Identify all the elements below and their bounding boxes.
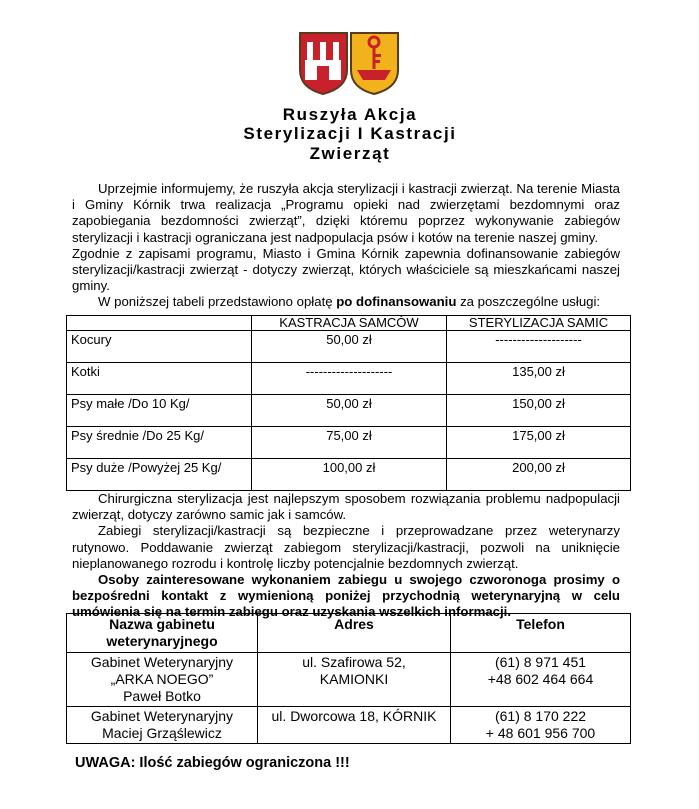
page-title-line2: Sterylizacji I Kastracji	[243, 124, 457, 143]
clinic-name-line: Gabinet Weterynaryjny	[90, 654, 234, 670]
intro-paragraph-3-suffix: za poszczególne usługi:	[456, 294, 601, 310]
clinic-name-line: „ARKA NOEGO”	[110, 671, 214, 687]
intro-section	[72, 181, 620, 311]
price-animal: Psy duże /Powyżej 25 Kg/	[67, 459, 252, 491]
intro-paragraph-2-text: Zgodnie z zapisami programu, Miasto i Gmina Kórnik zapewnia dofinansowanie zabiegów sterylizacji/kastracji zwierząt - dotyczy zwierząt, których właściciele są mieszkańcami naszej gminy.	[72, 245, 620, 294]
body-paragraph-3: Osoby zainteresowane wykonaniem zabiegu u swojego czworonoga prosimy o bezpośredni kontakt z wymienioną poniżej przychodnią weterynaryjną w celu umówienia się na termin zabiegu oraz uzyskania wszelkich informacji.	[72, 572, 620, 620]
clinic-name-line: Gabinet Weterynaryjny	[90, 708, 234, 724]
price-animal: Psy średnie /Do 25 Kg/	[67, 427, 252, 459]
price-animal: Kotki	[67, 363, 252, 395]
clinics-table	[66, 613, 631, 744]
table-row	[67, 363, 631, 395]
price-sterilization: --------------------	[447, 331, 631, 363]
intro-paragraph-1: Uprzejmie informujemy, że ruszyła akcja sterylizacji i kastracji zwierząt. Na terenie Miasta i Gminy Kórnik trwa realizacja „Programu opieki nad zwierzętami bezdomnymi oraz zapobiegania bezdomności zwierząt”, dzięki któremu poprzez wykonywanie zabiegów sterylizacji i kastracji ograniczana jest nadpopulacja psów i kotów na terenie naszej gminy.	[72, 181, 620, 245]
clinics-header-phone: Telefon	[451, 614, 631, 653]
clinic-name-line: Paweł Botko	[123, 688, 201, 704]
castle-shield	[300, 33, 347, 94]
clinic-address-line: ul. Dworcowa 18, KÓRNIK	[271, 708, 437, 724]
body-paragraph-2: Zabiegi sterylizacji/kastracji są bezpieczne i przeprowadzane przez weterynarzy rutynowo. Poddawanie zwierząt zabiegom sterylizacji/kastracji, pozwoli na uniknięcie nieplanowanego rozrodu i kontrolę liczby potencjalnie bezdomnych zwierząt.	[72, 523, 620, 571]
price-animal: Kocury	[67, 331, 252, 363]
price-table-header-animal	[67, 316, 252, 331]
table-row	[67, 427, 631, 459]
clinic-phone	[451, 707, 631, 744]
clinic-name	[67, 653, 258, 707]
coat-of-arms-logo	[297, 30, 401, 96]
clinics-header-address: Adres	[258, 614, 451, 653]
clinic-address-line: KAMIONKI	[319, 671, 389, 687]
price-castration: 75,00 zł	[252, 427, 447, 459]
price-castration: 100,00 zł	[252, 459, 447, 491]
table-row	[67, 707, 631, 744]
intro-paragraph-2	[72, 246, 620, 295]
key-boat-shield	[351, 33, 398, 94]
price-castration: --------------------	[252, 363, 447, 395]
clinics-header-name-line2: weterynaryjnego	[106, 633, 218, 649]
body-paragraph-1: Chirurgiczna sterylizacja jest najlepszym sposobem rozwiązania problemu nadpopulacji zwierząt, dotyczy zarówno samic jak i samców.	[72, 491, 620, 523]
clinic-phone-line: +48 602 464 664	[487, 671, 594, 687]
table-row	[67, 331, 631, 363]
intro-paragraph-3-bold: po dofinansowaniu	[336, 294, 457, 310]
price-table-header-row	[67, 316, 631, 331]
page-title-line1: Ruszyła Akcja	[282, 105, 418, 124]
price-animal: Psy małe /Do 10 Kg/	[67, 395, 252, 427]
clinic-phone-line: (61) 8 971 451	[494, 654, 587, 670]
clinic-address-line: ul. Szafirowa 52,	[302, 654, 406, 670]
clinics-table-header-row	[67, 614, 631, 653]
clinic-name-line: Maciej Grząślewicz	[102, 725, 222, 741]
table-row	[67, 459, 631, 491]
clinic-address	[258, 653, 451, 707]
clinic-phone	[451, 653, 631, 707]
price-sterilization: 175,00 zł	[447, 427, 631, 459]
intro-paragraph-3-prefix: W poniższej tabeli przedstawiono opłatę	[98, 294, 337, 310]
price-sterilization: 135,00 zł	[447, 363, 631, 395]
clinics-header-name	[67, 614, 258, 653]
price-sterilization: 150,00 zł	[447, 395, 631, 427]
price-sterilization: 200,00 zł	[447, 459, 631, 491]
price-table	[66, 315, 631, 491]
table-row	[67, 395, 631, 427]
price-castration: 50,00 zł	[252, 395, 447, 427]
clinic-address	[258, 707, 451, 744]
price-table-header-castration: KASTRACJA SAMCÓW	[252, 316, 447, 331]
clinic-phone-line: + 48 601 956 700	[485, 725, 596, 741]
limited-warning: UWAGA: Ilość zabiegów ograniczona !!!	[75, 755, 350, 771]
table-row	[67, 653, 631, 707]
clinic-phone-line: (61) 8 170 222	[494, 708, 587, 724]
price-table-header-sterilization: STERYLIZACJA SAMIC	[447, 316, 631, 331]
page-title-line3: Zwierząt	[309, 144, 391, 163]
intro-paragraph-3	[72, 294, 620, 310]
clinics-header-name-line1: Nazwa gabinetu	[109, 616, 215, 632]
body-section	[72, 491, 620, 621]
price-castration: 50,00 zł	[252, 331, 447, 363]
clinic-name	[67, 707, 258, 744]
